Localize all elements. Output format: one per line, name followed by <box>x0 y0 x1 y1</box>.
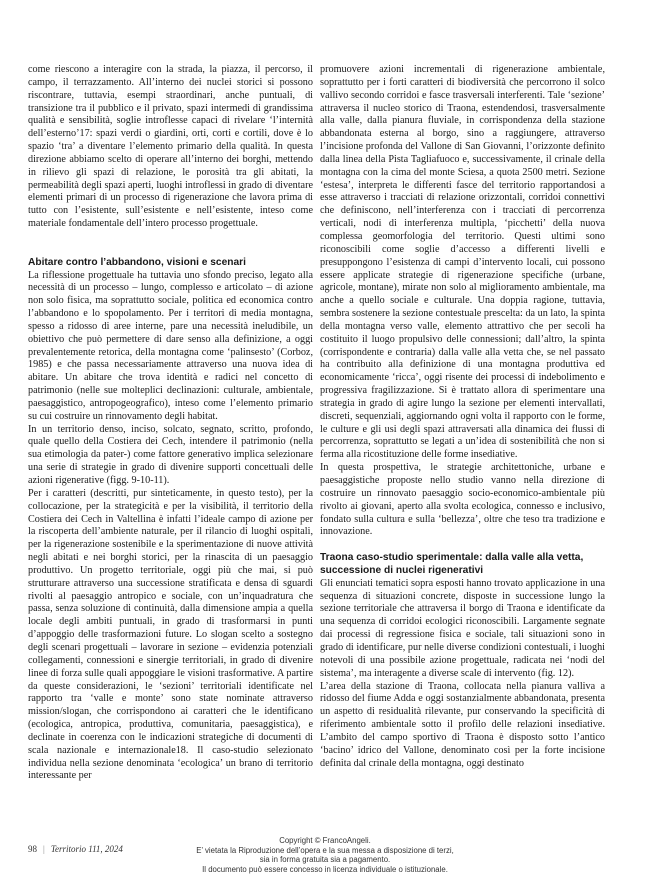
right-paragraph-3: Gli enunciati tematici sopra esposti hanno trovato applicazione in una sequenza di situazioni concrete, disposte in successione lungo la sezione territoriale che attraversa il borgo di Traona e identificate da una sequenza di corridoi ecologici riconoscibili. Largamente segnate dai processi di regressione fisica e sociale, tali situazioni sono in grado di identificare, pur nelle diverse condizioni contestuali, i luoghi notevoli di una possibile azione progettuale, radicata nei ‘nodi del sistema’, ma interagente a diverse scale di intervento (fig. 12). <box>320 577 605 679</box>
right-paragraph-2: In questa prospettiva, le strategie architettoniche, urbane e paesaggistiche proposte nello studio vanno nella direzione di costruire un rinnovato paesaggio socio-economico-ambientale più rivolto ai giovani, aperto alla svolta ecologica, connesso e inclusivo, fondato sulla cultura e sulla ‘bellezza’, oltre che teso tra tradizione e innovazione. <box>320 462 605 538</box>
right-paragraph-1: promuovere azioni incrementali di rigenerazione ambientale, soprattutto per i forti caratteri di biodiversità che percorrono il solco vallivo secondo corridoi e fasce trasversali interferenti. Tale ‘sezione’ attraversa il nucleo storico di Traona, estendendosi, trasversalmente alla valle, dalla pianura fluviale, in corrispondenza della stazione abbandonata esterna al borgo, sino a raggiungere, attraverso l’incisione profonda del Vallone di San Giovanni, l’orizzonte definito dalla linea della Pista Tagliafuoco e, successivamente, il crinale della montagna con la cima del monte Sciesa, a quota 2500 metri. Sezione ‘estesa’, interpreta le differenti fasce del territorio rapportandosi a esse attraverso i tracciati di relazione orizzontali, corridoi connettivi che definiscono, nell’interferenza con i tracciati di percorrenza verticali, nodi di interferenza multipla, ‘picchetti’ della nuova complessa geomorfologia del territorio. Questi ultimi sono riconoscibili come soglie d’accesso a differenti livelli e presuppongono l’esistenza di campi d’intervento locali, cui possono essere applicate strategie di rigenerazione specifiche (urbane, agricole, montane), mirate non solo al miglioramento ambientale, ma anche a quello sociale e culturale. Una doppia ragione, tuttavia, sembra sostenere la sezione contestuale prescelta: da un lato, la spinta della montagna verso valle, elemento attrattivo che per secoli ha costituito il luogo propulsivo delle connessioni; dall’altro, la spinta (corrispondente e contraria) dalla valle alla vetta che, se nel passato ha contribuito alla definizione di una montagna produttiva ed economicamente ‘ricca’, oggi risente dei processi di indebolimento e progressiva fragilizzazione. Si è trattato allora di sperimentare una strategia in grado di agire lungo la sezione per elementi intervallati, discreti, sequenziali, aggiornando ogni volta il rapporto con le forme, le culture e gli usi degli spazi attraversati alla dinamica dei flussi di percorrenza, soprattutto se legati a un’idea di sostenibilità che non si ferma alla ricostituzione delle forme insediative. <box>320 64 605 461</box>
journal-name: Territorio 111, 2024 <box>50 844 123 854</box>
left-paragraph-3: In un territorio denso, inciso, solcato, segnato, scritto, profondo, quale quello della Costiera dei Cech, intendere il patrimonio (nella sua etimologia da pater-) come fattore generativo implica selezionare una serie di strategie in grado di divenire supporti concettuali delle azioni rigenerative (figg. 9-10-11). <box>28 423 313 486</box>
left-paragraph-1: come riescono a interagire con la strada, la piazza, il percorso, il campo, il terrazzamento. All’interno dei nuclei storici si possono riscontrare, tuttavia, esempi straordinari, anche puntuali, di transizione tra il pubblico e il privato, spazi intermedi di grandissima qualità e sensibilità, soglie introflesse capaci di rivelare ‘l’internità dell’esterno’17: spazi verdi o giardini, orti, corti e cortili, dove è lo spazio ‘tra’ a diventare l’elemento primario della qualità. In questa direzione abbiamo scelto di operare all’interno dei borghi, mettendo in rilievo gli spazi di relazione, le porosità tra gli abitati, la permeabilità degli spazi aperti, luoghi introflessi in grado di diventare elementi primari di un processo di rigenerazione che lavora prima di tutto con l’esistente, sull’esistente e nell’esistente, inteso come materiale fondamentale dell’intero processo progettuale. <box>28 64 313 230</box>
right-paragraph-4: L’area della stazione di Traona, collocata nella pianura valliva a ridosso del fiume Adda e oggi sostanzialmente abbandonata, presenta un aspetto di residualità rilevante, pur conservando la specificità di riferimento ambientale sotto il profilo delle relazioni insediative. L’ambito del campo sportivo di Traona è disposto sotto l’antico ‘bacino’ idrico del Vallone, denominato così per la forte incisione definita dal crinale della montagna, oggi destinato <box>320 680 605 769</box>
copyright-line-4: Il documento può essere concesso in licenza individuale o istituzionale. <box>202 864 448 874</box>
right-column <box>320 64 605 770</box>
section-heading-abitare: Abitare contro l’abbandono, visioni e scenari <box>28 256 246 268</box>
left-column <box>28 64 313 783</box>
copyright-line-1: Copyright © FrancoAngeli. <box>279 836 371 845</box>
left-paragraph-2: La riflessione progettuale ha tuttavia uno sfondo preciso, legato alla necessità di un processo – lungo, complesso e articolato – di azione non solo fisica, ma soprattutto sociale, politica ed economica contro l’abbandono e lo spopolamento. Per i territori di media montagna, spesso a ridosso di aree interne, pare una necessità ineludibile, un obiettivo che può permettere di dare senso alla definizione, a oggi prevalentemente retorica, della montagna come ‘palinsesto’ (Corboz, 1985) e che passa necessariamente attraverso una nuova idea di abitare. Un abitare che trova identità e radici nel concetto di patrimonio (nelle sue molteplici declinazioni: culturale, ambientale, paesaggistico, antropogeografico), inteso come l’elemento primario su cui costruire un rinnovamento degli habitat. <box>28 269 313 422</box>
footer-separator: | <box>43 844 45 854</box>
page-number: 98 <box>28 844 37 854</box>
section-heading-traona: Traona caso-studio sperimentale: dalla valle alla vetta, successione di nuclei rigenerativi <box>320 552 584 576</box>
copyright-line-2: E’ vietata la Riproduzione dell’opera e la sua messa a disposizione di terzi, <box>196 845 454 855</box>
left-paragraph-4: Per i caratteri (descritti, pur sinteticamente, in questo testo), per la collocazione, per la strategicità e per la visibilità, il territorio della Costiera dei Cech in Valtellina è infatti l’ideale campo di azione per la riscoperta dell’ambiente naturale, per il rilancio di luoghi ospitali, per la rigenerazione sostenibile e la sperimentazione di nuove attività negli abitati e nei borghi storici, per la rinascita di un paesaggio produttivo. Un progetto territoriale, oggi più che mai, si può strutturare attraverso una successione stratificata e densa di sguardi rivolti al paesaggio antropico e sociale, con un’inquadratura che passa, senza soluzione di continuità, dalla dimensione ampia a quella locale degli ambiti puntuali, in grado di trasformarsi in punti d’appoggio delle trasformazioni future. Lo slogan scelto a sostegno degli scenari progettuali – lavorare in sezione – evidenzia potenziali collegamenti, connessioni e sinergie territoriali, in grado di divenire linee di forza sulle quali appoggiare le visioni trasformative. A partire da queste considerazioni, le ‘sezioni’ territoriali identificate nel rapporto tra ‘valle e monte’ sono state nominate attraverso mission/slogan, che corrispondono ai caratteri che le identificano (ecologica, antropica, produttiva, comunitaria, paesaggistica), e declinate in coerenza con le indicazioni strategiche di documenti di scala nazionale e internazionale18. Il caso-studio selezionato individua nella sezione denominata ‘ecologica’ un brano di territorio interessante per <box>28 487 313 782</box>
copyright-line-3: sia in forma gratuita sia a pagamento. <box>259 855 391 865</box>
copyright-notice <box>0 836 650 874</box>
